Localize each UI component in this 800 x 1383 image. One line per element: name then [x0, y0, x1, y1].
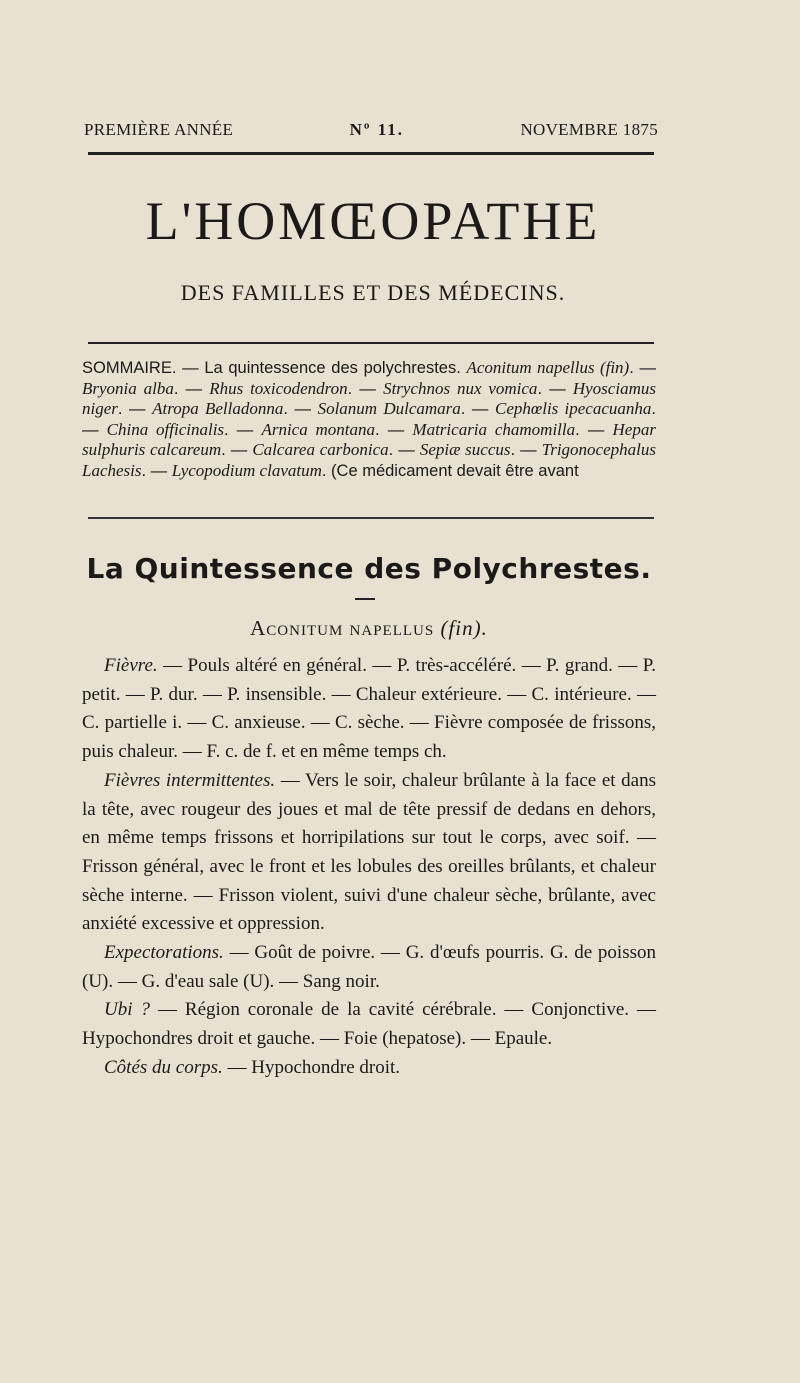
section-dash: [355, 598, 375, 600]
paragraph-fievres-intermittentes: Fièvres intermittentes. — Vers le soir, chaleur brûlante à la face et dans la tête, avec rougeur des joues et mal de tête pressif de dedans en dehors, en même temps frissons et horripilations sur tout le corps, avec soif. — Frisson général, avec le front et les lobules des oreilles brûlants, et chaleur sèche interne. — Frisson violent, suivi d'une chaleur sèche, brûlante, avec anxiété excessive et oppression.: [82, 769, 656, 935]
issue-number: Nº 11.: [349, 120, 405, 139]
section-title: La Quintessence des Polychrestes.: [86, 552, 652, 585]
subsection-paren: (fin).: [440, 616, 488, 640]
header-rule: [88, 152, 654, 155]
issue-date: NOVEMBRE 1875: [520, 120, 658, 139]
summary-bottom-rule: [88, 517, 654, 519]
subsection-name: Aconitum napellus: [250, 616, 435, 640]
summary-block: [82, 358, 656, 482]
summary-top-rule: [88, 342, 654, 344]
masthead-subtitle: DES FAMILLES ET DES MÉDECINS.: [180, 280, 566, 305]
issue-header: [84, 120, 658, 140]
masthead-title: L'HOMŒOPATHE: [145, 191, 601, 251]
year-label: PREMIÈRE ANNÉE: [84, 120, 234, 139]
paragraph-cotes-du-corps: Côtés du corps. — Hypochondre droit.: [104, 1056, 401, 1078]
summary-label: SOMMAIRE.: [82, 359, 177, 377]
paragraph-fievre: Fièvre. — Pouls altéré en général. — P. très-accéléré. — P. grand. — P. petit. — P. dur. — P. insensible. — Chaleur extérieure. — C. intérieure. — C. partielle i. — C. anxieuse. — C. sèche. — Fièvre composée de frissons, puis chaleur. — F. c. de f. et en même temps ch.: [82, 655, 656, 763]
article-body: [82, 652, 656, 1083]
paragraph-expectorations: Expectorations. — Goût de poivre. — G. d'œufs pourris. G. de poisson (U). — G. d'eau sale (U). — Sang noir.: [82, 942, 656, 992]
summary-text: — La quintessence des polychrestes. Aconitum napellus (fin). — Bryonia alba. — Rhus toxicodendron. — Strychnos nux vomica. — Hyosciamus niger. — Atropa Belladonna. — Solanum Dulcamara. — Cephœlis ipecacuanha. — China officinalis. — Arnica montana. — Matricaria chamomilla. — Hepar sulphuris calcareum. — Calcarea carbonica. — Sepiæ succus. — Trigonocephalus Lachesis. — Lycopodium clavatum. (Ce médicament devait être avant: [82, 358, 657, 480]
subsection-title: [82, 616, 656, 641]
paragraph-ubi: Ubi ? — Région coronale de la cavité cérébrale. — Conjonctive. — Hypochondres droit et gauche. — Foie (hepatose). — Epaule.: [82, 999, 656, 1050]
